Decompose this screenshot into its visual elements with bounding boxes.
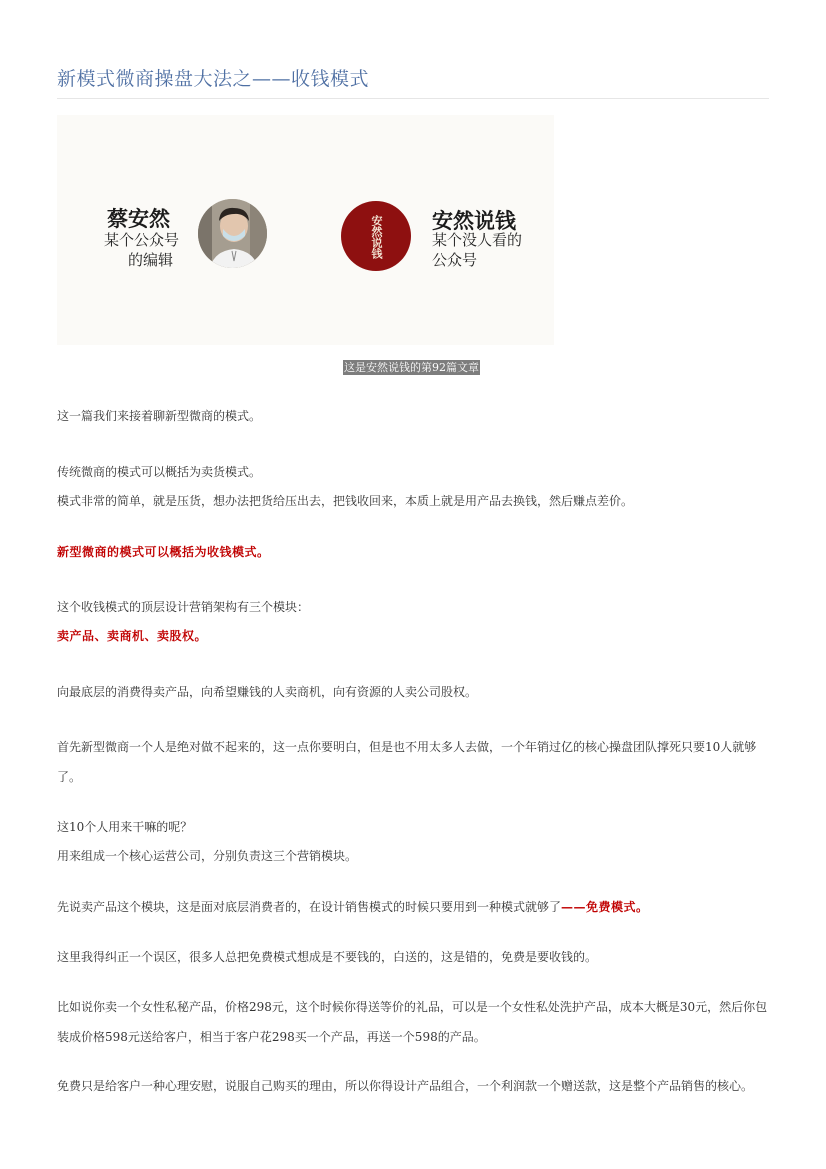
paragraph-1: 这一篇我们来接着聊新型微商的模式。 <box>57 409 262 423</box>
paragraph-5: 向最底层的消费得卖产品，向希望赚钱的人卖商机，向有资源的人卖公司股权。 <box>57 685 478 699</box>
brand-seal-logo <box>341 201 411 271</box>
paragraph-11: 免费只是给客户一种心理安慰，说服自己购买的理由，所以你得设计产品组合，一个利润款一个赠送款，这是整个产品销售的核心。 <box>57 1079 754 1093</box>
paragraph-10: 比如说你卖一个女性私秘产品，价格298元，这个时候你得送等价的礼品，可以是一个女性私处洗护产品，成本大概是30元，然后你包装成价格598元送给客户，相当于客户花298买一个产品，再送一个598的产品。 <box>57 1000 768 1044</box>
banner-brand-name: 安然说钱 <box>432 209 516 233</box>
paragraph-7b: 用来组成一个核心运营公司，分别负责这三个营销模块。 <box>57 849 358 863</box>
banner-author-name: 蔡安然 <box>107 207 170 231</box>
author-banner-image <box>57 115 554 345</box>
highlight-three-modules: 卖产品、卖商机、卖股权。 <box>57 629 208 643</box>
author-avatar <box>198 199 267 268</box>
banner-author-sub-1: 某个公众号 <box>103 231 179 249</box>
paragraph-8-text: 先说卖产品这个模块，这是面对底层消费者的，在设计销售模式的时候只要用到一种模式就够了 <box>57 900 562 914</box>
paragraph-2b: 模式非常的简单，就是压货，想办法把货给压出去，把钱收回来，本质上就是用产品去换钱，然后赚点差价。 <box>57 494 634 508</box>
seal-text: 安然说钱 <box>370 215 383 259</box>
paragraph-7a: 这10个人用来干嘛的呢？ <box>57 820 193 834</box>
banner-brand-sub-2: 公众号 <box>432 251 478 269</box>
highlight-free-model: ——免费模式。 <box>561 900 649 914</box>
paragraph-6: 首先新型微商一个人是绝对做不起来的，这一点你要明白，但是也不用太多人去做，一个年销过亿的核心操盘团队撑死只要10人就够了。 <box>57 740 757 784</box>
issue-caption: 这是安然说钱的第92篇文章 <box>344 361 479 374</box>
paragraph-8 <box>57 892 769 922</box>
highlight-collect-money-model: 新型微商的模式可以概括为收钱模式。 <box>57 545 270 559</box>
paragraph-2a: 传统微商的模式可以概括为卖货模式。 <box>57 465 262 479</box>
banner-brand-sub-1: 某个没人看的 <box>432 231 523 249</box>
title-divider <box>57 98 769 99</box>
article-title: 新模式微商操盘大法之——收钱模式 <box>57 68 370 90</box>
banner-author-sub-2: 的编辑 <box>127 251 173 269</box>
paragraph-9: 这里我得纠正一个误区，很多人总把免费模式想成是不要钱的，白送的，这是错的，免费是要收钱的。 <box>57 950 598 964</box>
paragraph-4a: 这个收钱模式的顶层设计营销架构有三个模块： <box>57 600 310 614</box>
